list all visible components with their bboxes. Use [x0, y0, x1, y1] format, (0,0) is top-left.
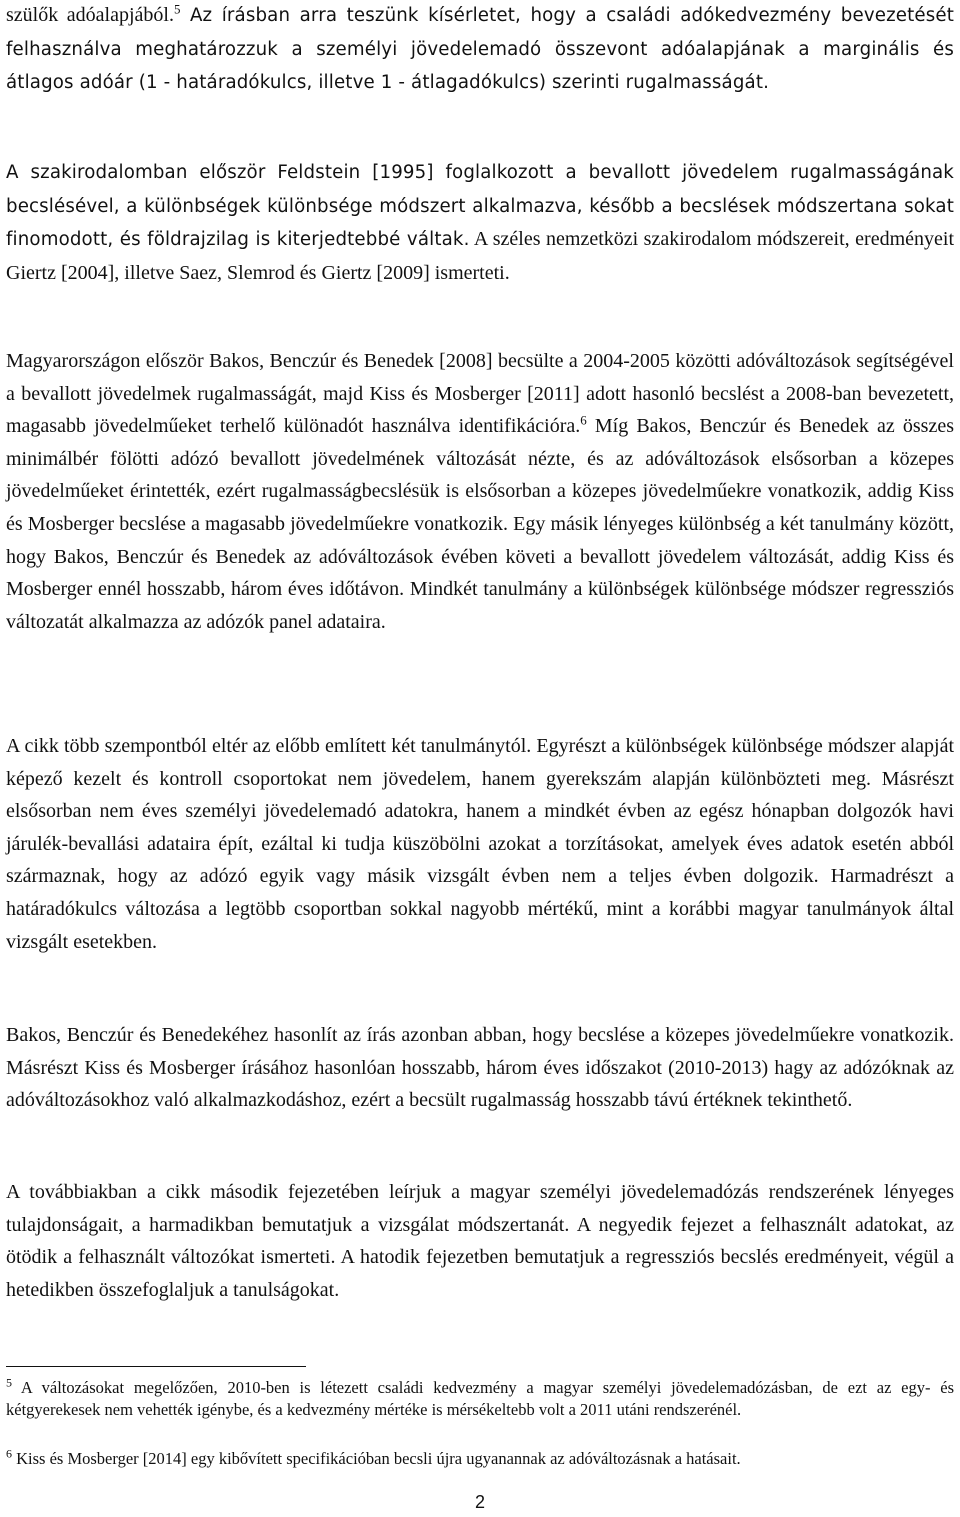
- text-segment: Bakos, Benczúr és Benedekéhez hasonlít az írás azonban abban, hogy becslése a közepes jövedelműekre vonatkozik. Másrészt Kiss és Mosberger írásához hasonlóan hosszabb, három éves időszakot (2010-2013) hagy az adózóknak az adóváltozásokhoz való alkalmazkodáshoz, ezért a becsült rugalmasság hosszabb távú értéknek tekinthető.: [6, 1024, 954, 1112]
- paragraph-literature: [6, 156, 954, 319]
- footnote-6: [6, 1448, 954, 1470]
- text-segment: A cikk több szempontból eltér az előbb említett két tanulmánytól. Egyrészt a különbségek különbsége módszer alapját képező kezelt és kontroll csoportokat nem jövedelem, hanem gyerekszám alapján különbözteti meg. Másrészt elsősorban nem éves személyi jövedelemadó adatokra, hanem a mindkét évben az egész hónapban dolgozók havi járulék-bevallási adataira épít, ezáltal ki tudja küszöbölni azokat a torzításokat, amelyek éves adatok esetén abból származnak, hogy az adózó egyik vagy másik vizsgált évben nem a teljes évben dolgozik. Harmadrészt a határadókulcs változása a legtöbb csoportban sokkal nagyobb mértékű, mint a korábbi magyar tanulmányok által vizsgált esetekben.: [6, 735, 954, 953]
- footnote-ref-5[interactable]: 5: [173, 1, 181, 17]
- footnote-number: 6: [6, 1446, 12, 1461]
- footnote-text: A változásokat megelőzően, 2010-ben is létezett családi kedvezmény a magyar személyi jövedelemadózásban, de ezt az egy- és kétgyerekesek nem vehették igénybe, és a kedvezmény mértéke is mérsékeltebb volt a 2011 utáni rendszerénél.: [6, 1378, 954, 1419]
- page-number: 2: [474, 1492, 485, 1512]
- footnote-5: [6, 1377, 954, 1421]
- text-segment: A szakirodalomban először Feldstein [1995] foglalkozott a bevallott jövedelem rugalmasságának becslésével, a különbségek különbsége módszert alkalmazva, később a becslések módszertana sokat finomodott, és földrajzilag is kiterjedtebbé váltak.: [6, 162, 954, 251]
- text-segment: Az írásban arra teszünk kísérletet, hogy a családi adókedvezmény bevezetését felhasználva meghatározzuk a személyi jövedelemadó összevont adóalapjának a marginális és átlagos adóár (1 - határadókulcs, illetve 1 - átlagadókulcs) szerinti rugalmasságát.: [6, 5, 954, 94]
- footnote-separator: [6, 1366, 306, 1367]
- paragraph-similarity: [6, 1019, 954, 1150]
- footnote-ref-6[interactable]: 6: [580, 412, 587, 428]
- text-segment: Míg Bakos, Benczúr és Benedek az összes minimálbér fölötti adózó bevallott jövedelmének változását nézte, és az adóváltozások elsősorban a közepes jövedelműeket érintették, ezért rugalmasságbecslésük is elsősorban a közepes jövedelműekre vonatkozik, addig Kiss és Mosberger becslése a magasabb jövedelműekre vonatkozik. Egy másik lényeges különbség a két tanulmány között, hogy Bakos, Benczúr és Benedek az adóváltozások évében követi a bevallott jövedelem változását, addig Kiss és Mosberger ennél hosszabb, három éves időtávon. Mindkét tanulmány a különbségek különbsége módszer regressziós változatát alkalmazza az adózók panel adataira.: [6, 415, 954, 633]
- footnote-number: 5: [6, 1375, 12, 1390]
- paragraph-hungary: [6, 345, 954, 704]
- text-segment: szülők adóalapjából.: [6, 4, 174, 26]
- footnote-text: Kiss és Mosberger [2014] egy kibővített specifikációban becsli újra ugyanannak az adóváltozásnak a hatásait.: [12, 1449, 741, 1468]
- text-segment: A széles nemzetközi szakirodalom módszereit, eredményeit Giertz [2004], illetve Saez, Slemrod és Giertz [2009] ismerteti.: [6, 228, 954, 284]
- text-segment: A továbbiakban a cikk második fejezetében leírjuk a magyar személyi jövedelemadózás rendszerének lényeges tulajdonságait, a harmadikban bemutatjuk a vizsgálat módszertanát. A negyedik fejezet a felhasznált adatokat, az ötödik a felhasznált változókat ismerteti. A hatodik fejezetben bemutatjuk a regressziós becslés eredményeit, végül a hetedikben összefoglaljuk a tanulságokat.: [6, 1181, 954, 1301]
- text-segment: Magyarországon először Bakos, Benczúr és Benedek [2008] becsülte a 2004-2005 közötti adóváltozások segítségével a bevallott jövedelmek rugalmasságát, majd Kiss és Mosberger [2011] adott hasonló becslést a 2008-ban bevezetett, magasabb jövedelműeket terhelő különadót használva identifikációra.: [6, 350, 954, 438]
- paragraph-differences: [6, 730, 954, 992]
- paragraph-outline: [6, 1176, 954, 1340]
- paragraph-intro: [6, 0, 954, 129]
